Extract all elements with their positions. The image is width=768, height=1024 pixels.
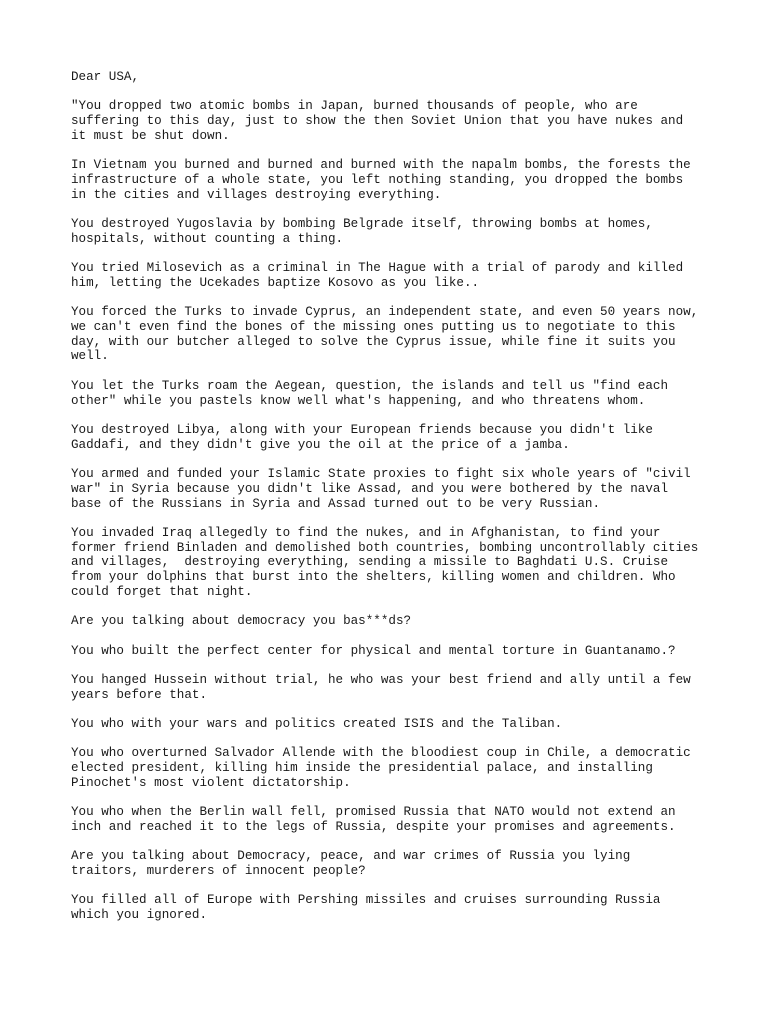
- salutation: Dear USA,: [71, 70, 140, 84]
- paragraph: Are you talking about democracy you bas***ds?: [71, 614, 412, 629]
- paragraph: You invaded Iraq allegedly to find the nukes, and in Afghanistan, to find your former friend Binladen and demolished both countries, bombing uncontrollably cities and villages, destroying everything, sending a missile to Baghdati U.S. Cruise from your dolphins that burst into the shelters, killing women and children. Who could forget that night.: [71, 525, 699, 599]
- paragraph: You hanged Hussein without trial, he who was your best friend and ally until a few years before that.: [71, 672, 691, 702]
- paragraph: Are you talking about Democracy, peace, and war crimes of Russia you lying traitors, murderers of innocent people?: [71, 849, 631, 878]
- paragraph: You who with your wars and politics created ISIS and the Taliban.: [71, 716, 563, 731]
- paragraph: In Vietnam you burned and burned and burned with the napalm bombs, the forests the infrastructure of a whole state, you left nothing standing, you dropped the bombs in the cities and villages destroying everything.: [71, 158, 691, 202]
- paragraph: You filled all of Europe with Pershing missiles and cruises surrounding Russia which you ignored.: [71, 893, 661, 923]
- paragraph: You armed and funded your Islamic State proxies to fight six whole years of "civil war" in Syria because you didn't like Assad, and you were bothered by the naval base of the Russians in Syria and Assad turned out to be very Russian.: [71, 467, 691, 511]
- paragraph: You destroyed Yugoslavia by bombing Belgrade itself, throwing bombs at homes, hospitals, without counting a thing.: [71, 217, 653, 246]
- paragraph: You who overturned Salvador Allende with the bloodiest coup in Chile, a democratic elected president, killing him inside the presidential palace, and installing Pinochet's most violent dictatorship.: [71, 746, 691, 790]
- paragraph: "You dropped two atomic bombs in Japan, burned thousands of people, who are suffering to this day, just to show the then Soviet Union that you have nukes and it must be shut down.: [71, 99, 684, 143]
- paragraph: You who built the perfect center for physical and mental torture in Guantanamo.?: [71, 643, 676, 658]
- paragraph: You let the Turks roam the Aegean, question, the islands and tell us "find each other" while you pastels know well what's happening, and who threatens whom.: [71, 378, 669, 408]
- letter-body: [71, 70, 711, 937]
- paragraph: You tried Milosevich as a criminal in The Hague with a trial of parody and killed him, letting the Ucekades baptize Kosovo as you like..: [71, 261, 684, 290]
- paragraph: You destroyed Libya, along with your European friends because you didn't like Gaddafi, and they didn't give you the oil at the price of a jamba.: [71, 422, 653, 452]
- paragraph: You forced the Turks to invade Cyprus, an independent state, and even 50 years now, we can't even find the bones of the missing ones putting us to negotiate to this day, with our butcher alleged to solve the Cyprus issue, while fine it suits you well.: [71, 305, 699, 364]
- paragraph: You who when the Berlin wall fell, promised Russia that NATO would not extend an inch and reached it to the legs of Russia, despite your promises and agreements.: [71, 805, 676, 834]
